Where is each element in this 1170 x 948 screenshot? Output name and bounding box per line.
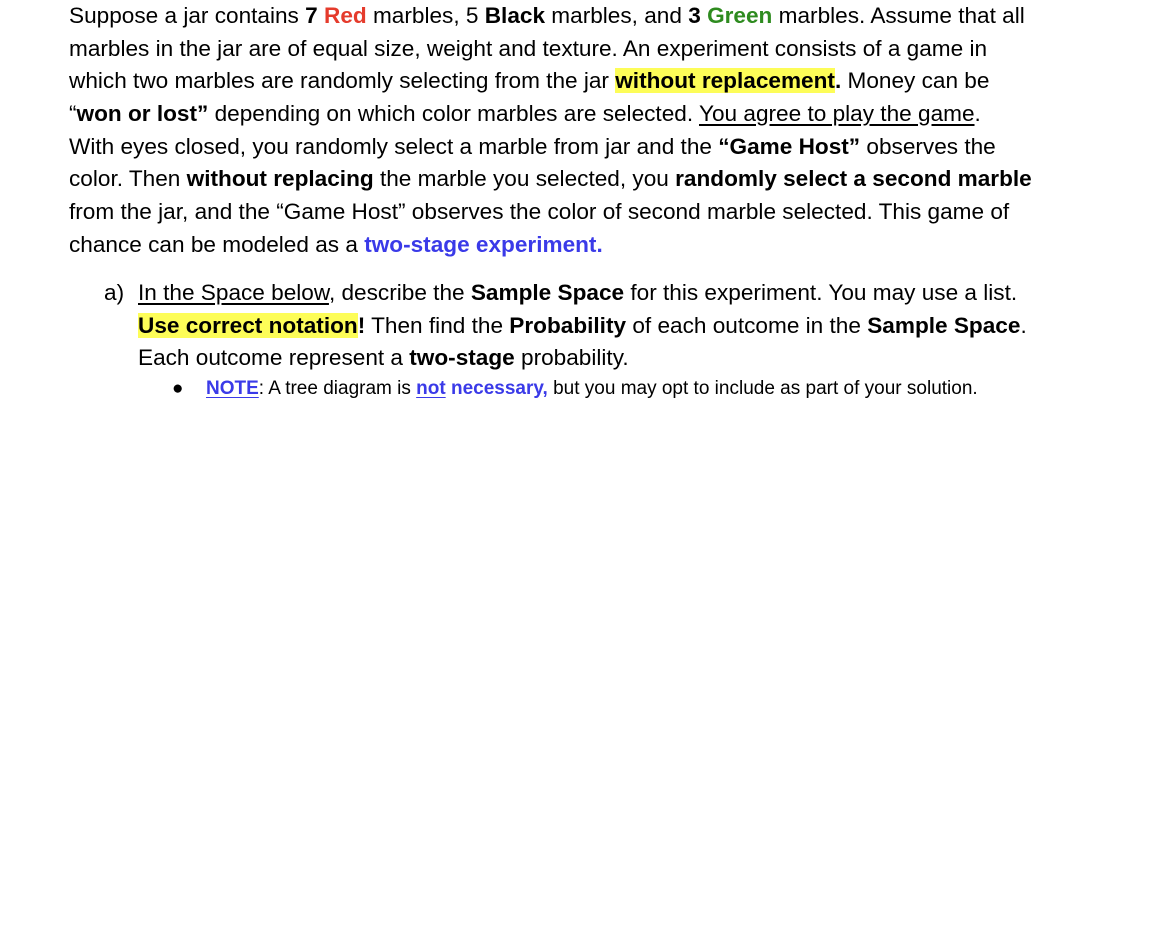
text: marbles, and <box>545 3 689 28</box>
text: of each outcome in the <box>626 312 868 338</box>
text: which two marbles are randomly selecting from the jar <box>69 68 616 94</box>
part-a-line-3 <box>138 342 1027 375</box>
text: . <box>834 68 842 94</box>
underlined-agree: You agree to play the game <box>699 101 975 127</box>
part-a-line-2 <box>138 310 1027 343</box>
sample-space: Sample Space <box>867 312 1021 338</box>
text: chance can be modeled as a <box>69 231 365 257</box>
necessary-word: necessary, <box>450 378 548 399</box>
text: Suppose a jar contains <box>69 3 306 28</box>
black-word: Black <box>484 3 546 28</box>
note-text <box>206 376 978 402</box>
intro-line-6 <box>69 163 1109 196</box>
question-body <box>138 277 1027 375</box>
probability: Probability <box>509 312 627 338</box>
sample-space: Sample Space <box>470 280 625 305</box>
note-label: NOTE <box>206 378 259 399</box>
text: the marble you selected, you <box>373 166 676 192</box>
intro-line-3 <box>69 65 1109 98</box>
text: . <box>1020 312 1027 338</box>
intro-line-7: from the jar, and the “Game Host” observes the color of second marble selected. This game of <box>69 199 1010 225</box>
list-marker: a) <box>104 280 125 305</box>
red-count: 7 <box>305 3 318 28</box>
text: Money can be <box>841 68 990 94</box>
intro-line-5 <box>69 131 1109 164</box>
problem-statement <box>69 0 1109 262</box>
two-stage-experiment: two-stage experiment. <box>364 231 603 257</box>
highlight-without-replacement: without replacement <box>615 68 835 94</box>
green-word: Green <box>707 3 773 28</box>
text: color. Then <box>69 166 187 192</box>
bullet-icon: ● <box>172 378 184 399</box>
text: but you may opt to include as part of your solution. <box>547 378 978 399</box>
text: observes the <box>860 133 996 159</box>
text: probability. <box>514 345 629 371</box>
red-word: Red <box>324 3 367 28</box>
text: Each outcome represent a <box>138 345 410 371</box>
intro-line-4 <box>69 98 1109 131</box>
part-a-line-1 <box>138 277 1027 310</box>
intro-line-1 <box>69 0 1109 33</box>
intro-paragraph <box>69 0 1109 262</box>
text: , describe the <box>328 280 471 305</box>
text: With eyes closed, you randomly select a marble from jar and the <box>69 133 719 159</box>
game-host: “Game Host” <box>718 133 861 159</box>
text: for this experiment. You may use a list. <box>624 280 1018 305</box>
intro-line-8 <box>69 229 1109 262</box>
green-count: 3 <box>688 3 701 28</box>
two-stage: two-stage <box>409 345 515 371</box>
text: . <box>974 101 981 127</box>
highlight-correct-notation: Use correct notation <box>138 312 358 338</box>
text: ! <box>357 312 366 338</box>
text: marbles, 5 <box>366 3 485 28</box>
text: “ <box>69 101 77 127</box>
text: marbles. Assume that all <box>772 3 1025 28</box>
underlined-space-below: In the Space below <box>138 280 329 305</box>
text: : A tree diagram is <box>258 378 417 399</box>
without-replacing: without replacing <box>186 166 374 192</box>
text: Then find the <box>365 312 510 338</box>
intro-line-2: marbles in the jar are of equal size, weight and texture. An experiment consists of a game in <box>69 35 988 61</box>
not-word: not <box>416 378 446 399</box>
text: depending on which color marbles are selected. <box>208 101 699 127</box>
randomly-select-second: randomly select a second marble <box>675 166 1032 192</box>
won-or-lost: won or lost” <box>76 101 209 127</box>
